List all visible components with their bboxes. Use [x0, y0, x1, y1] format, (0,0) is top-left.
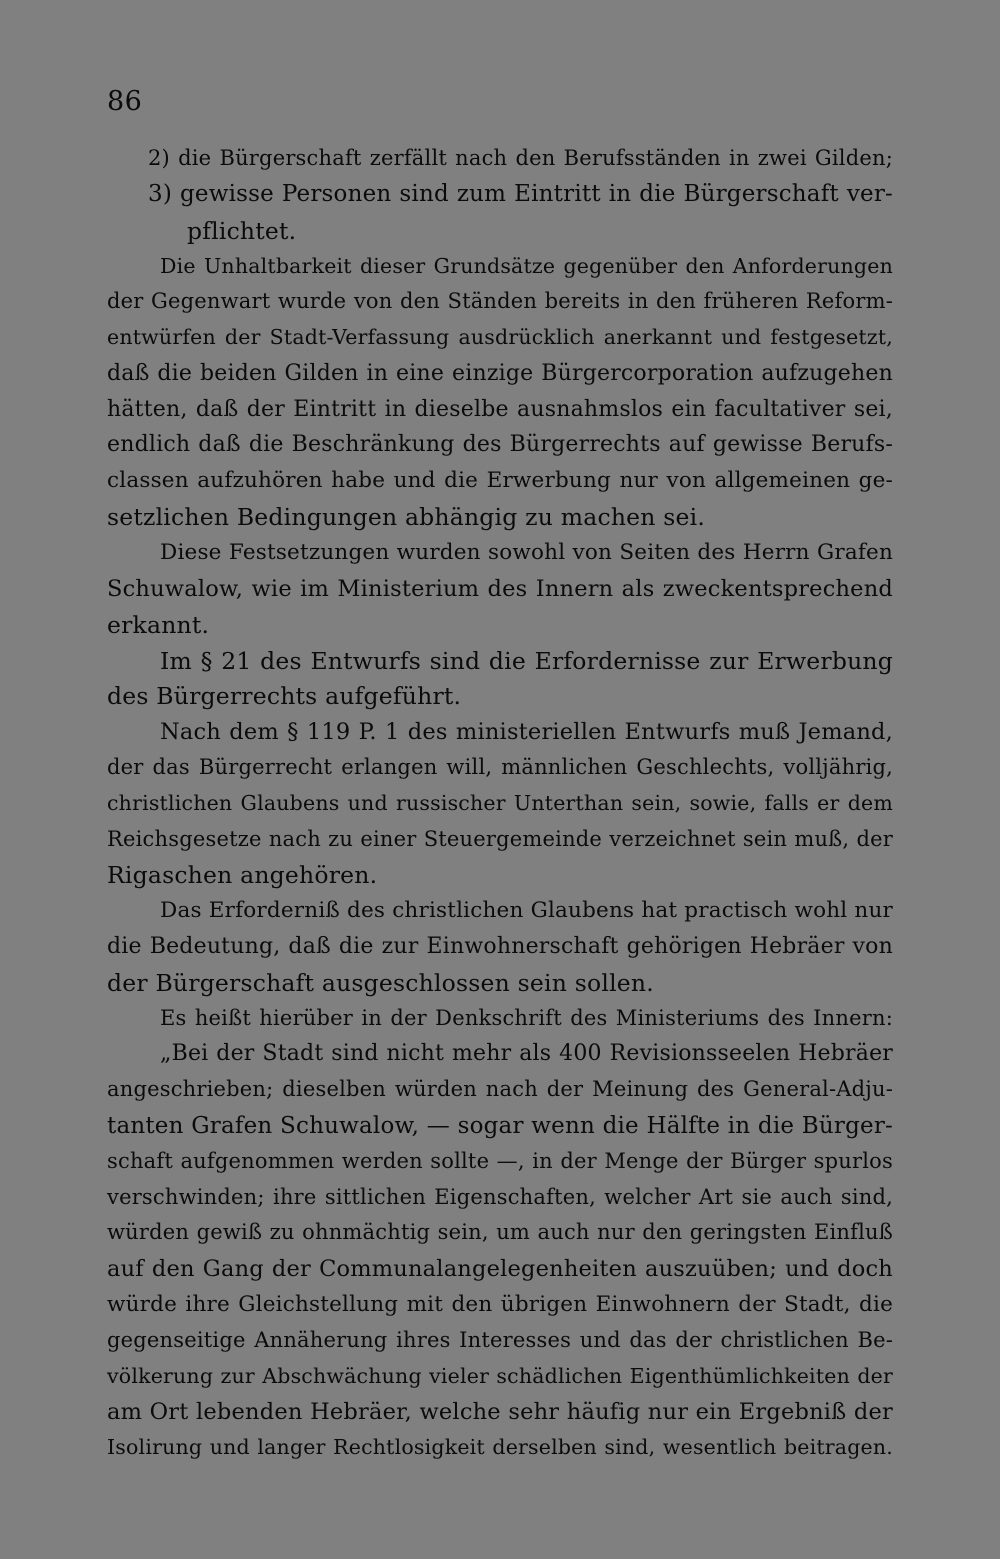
text-line: würden gewiß zu ohnmächtig sein, um auch nur den geringsten Einfluß — [107, 1220, 893, 1244]
text-line: Die Unhaltbarkeit dieser Grundsätze gegenüber den Anforderungen — [160, 254, 893, 278]
text-line: Nach dem § 119 P. 1 des ministeriellen Entwurfs muß Jemand, — [160, 719, 893, 745]
text-line: Diese Festsetzungen wurden sowohl von Seiten des Herrn Grafen — [160, 540, 893, 565]
text-line: classen aufzuhören habe und die Erwerbung nur von allgemeinen ge- — [107, 468, 893, 493]
text-line: der das Bürgerrecht erlangen will, männlichen Geschlechts, volljährig, — [107, 755, 893, 779]
text-line: erkannt. — [107, 611, 210, 639]
text-line: Im § 21 des Entwurfs sind die Erfordernisse zur Erwerbung — [160, 647, 893, 675]
page-number: 86 — [107, 86, 143, 117]
text-line: völkerung zur Abschwächung vieler schädlichen Eigenthümlichkeiten der — [107, 1364, 893, 1388]
text-line: des Bürgerrechts aufgeführt. — [107, 682, 462, 710]
text-line: Das Erforderniß des christlichen Glaubens hat practisch wohl nur — [160, 898, 893, 923]
text-line: Rigaschen angehören. — [107, 861, 378, 889]
text-line: „Bei der Stadt sind nicht mehr als 400 Revisionsseelen Hebräer — [160, 1041, 893, 1066]
text-line: endlich daß die Beschränkung des Bürgerrechts auf gewisse Berufs- — [107, 432, 893, 457]
text-line: 2) die Bürgerschaft zerfällt nach den Berufsständen in zwei Gilden; — [148, 146, 893, 170]
text-line: daß die beiden Gilden in eine einzige Bürgercorporation aufzugehen — [107, 361, 893, 386]
text-line: christlichen Glaubens und russischer Unterthan sein, sowie, falls er dem — [107, 791, 893, 815]
text-line: 3) gewisse Personen sind zum Eintritt in die Bürgerschaft ver- — [148, 181, 893, 207]
text-line: entwürfen der Stadt-Verfassung ausdrücklich anerkannt und festgesetzt, — [107, 325, 893, 349]
text-line: schaft aufgenommen werden sollte —, in der Menge der Bürger spurlos — [107, 1149, 893, 1173]
text-line: tanten Grafen Schuwalow, — sogar wenn die Hälfte in die Bürger- — [107, 1113, 893, 1139]
text-line: gegenseitige Annäherung ihres Interesses und das der christlichen Be- — [107, 1328, 893, 1352]
text-line: angeschrieben; dieselben würden nach der Meinung des General-Adju- — [107, 1077, 893, 1101]
text-line: der Gegenwart wurde von den Ständen bereits in den früheren Reform- — [107, 289, 893, 313]
text-line: Isolirung und langer Rechtlosigkeit derselben sind, wesentlich beitragen. — [107, 1435, 893, 1459]
text-line: die Bedeutung, daß die zur Einwohnerschaft gehörigen Hebräer von — [107, 934, 893, 959]
text-line: Es heißt hierüber in der Denkschrift des Ministeriums des Innern: — [160, 1006, 893, 1030]
text-line: auf den Gang der Communalangelegenheiten auszuüben; und doch — [107, 1256, 893, 1282]
text-line: am Ort lebenden Hebräer, welche sehr häufig nur ein Ergebniß der — [107, 1399, 893, 1425]
text-line: Reichsgesetze nach zu einer Steuergemeinde verzeichnet sein muß, der — [107, 827, 893, 851]
text-line: setzlichen Bedingungen abhängig zu machen sei. — [107, 503, 706, 531]
text-line: hätten, daß der Eintritt in dieselbe ausnahmslos ein facultativer sei, — [107, 397, 893, 422]
text-line: verschwinden; ihre sittlichen Eigenschaften, welcher Art sie auch sind, — [107, 1185, 893, 1209]
text-line: Schuwalow, wie im Ministerium des Innern als zweckentsprechend — [107, 576, 893, 602]
text-line: pflichtet. — [187, 217, 297, 245]
text-line: würde ihre Gleichstellung mit den übrigen Einwohnern der Stadt, die — [107, 1292, 893, 1317]
text-line: der Bürgerschaft ausgeschlossen sein sollen. — [107, 969, 654, 997]
